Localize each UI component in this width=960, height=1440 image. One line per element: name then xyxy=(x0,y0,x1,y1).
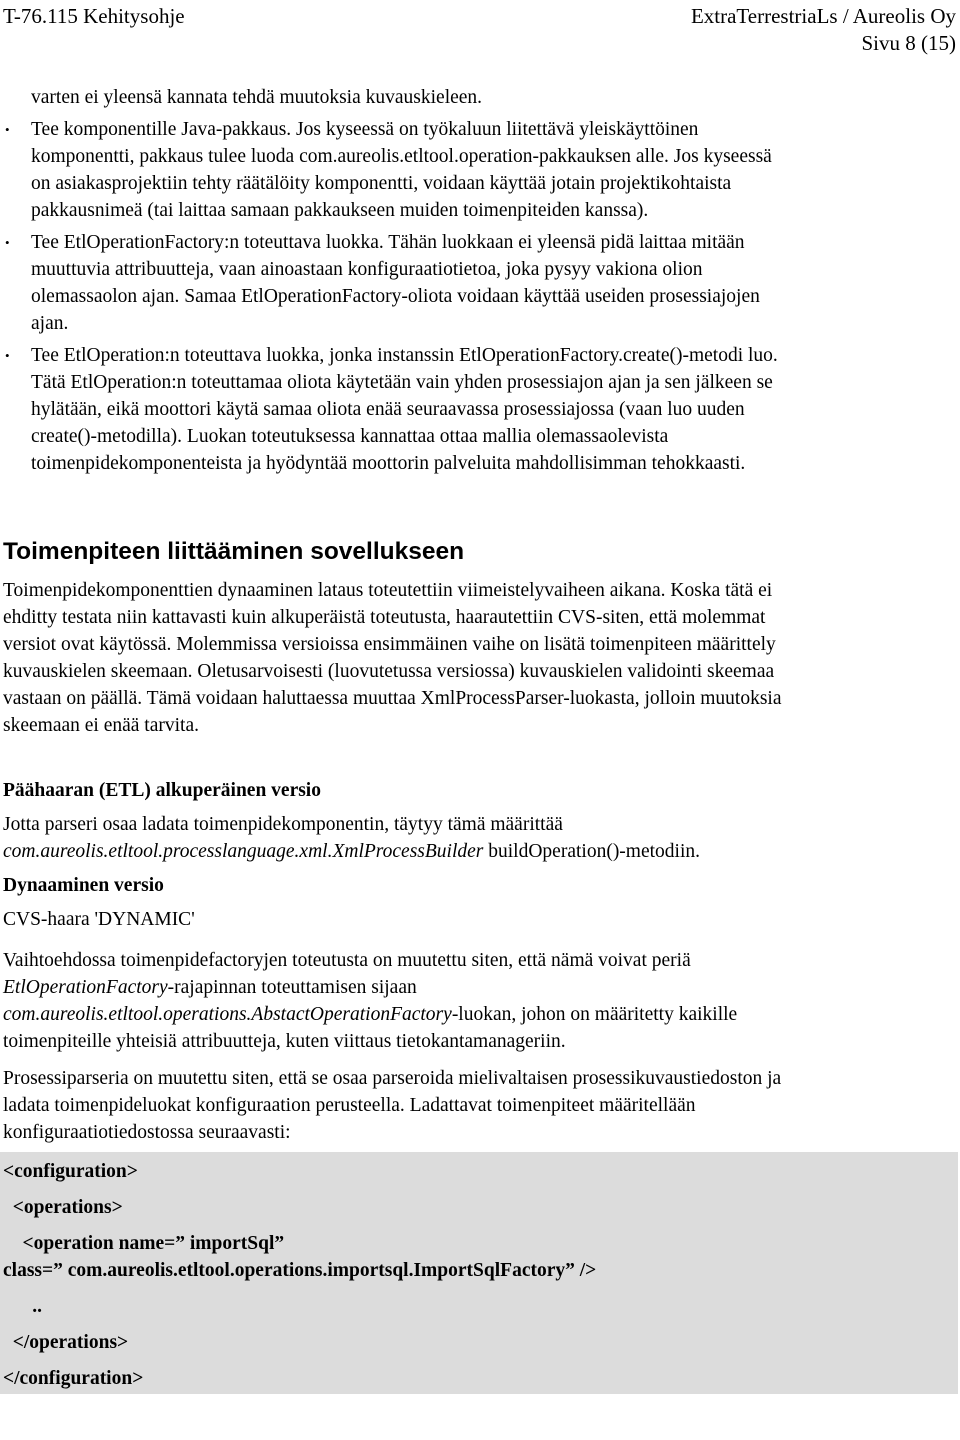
list-item-line: on asiakasprojektiin tehty räätälöity komponentti, voidaan käyttää jotain projektikohtaista xyxy=(31,173,732,194)
paragraph-line: EtlOperationFactory-rajapinnan toteuttamisen sijaan xyxy=(3,977,417,998)
bullet-marker: • xyxy=(5,122,10,137)
paragraph-line: ehditty testata niin kattavasti kuin alkuperäistä toteutusta, haarautettiin CVS-siten, että molemmat xyxy=(3,607,766,628)
list-item-line: komponentti, pakkaus tulee luoda com.aureolis.etltool.operation-pakkauksen alle. Jos kyseessä xyxy=(31,146,772,167)
list-item-line: create()-metodilla). Luokan toteutuksessa kannattaa ottaa mallia olemassaolevista xyxy=(31,426,669,447)
subheading-dynamic-version: Dynaaminen versio xyxy=(3,875,164,896)
course-title: T-76.115 Kehitysohje xyxy=(3,4,185,28)
code-line: </configuration> xyxy=(3,1368,144,1389)
list-item-line: Tee EtlOperation:n toteuttava luokka, jonka instanssin EtlOperationFactory.create()-metodi luo. xyxy=(31,345,778,366)
list-item-line: Tee komponentille Java-pakkaus. Jos kyseessä on työkaluun liitettävä yleiskäyttöinen xyxy=(31,119,699,140)
cvs-branch: CVS-haara 'DYNAMIC' xyxy=(3,909,195,930)
paragraph-line: Vaihtoehdossa toimenpidefactoryjen toteutusta on muutettu siten, että nämä voivat periä xyxy=(3,950,691,971)
paragraph-line: versiot ovat käytössä. Molemmissa versioissa ensimmäinen vaihe on lisätä toimenpiteen määrittely xyxy=(3,634,776,655)
paragraph-line: skeemaan ei enää tarvita. xyxy=(3,715,199,736)
subheading-original-version: Päähaaran (ETL) alkuperäinen versio xyxy=(3,780,321,801)
paragraph-line: kuvauskielen skeemaan. Oletusarvoisesti (luovutetussa versiossa) kuvauskielen validointi skeemaa xyxy=(3,661,775,682)
dynamic-paragraph-1 xyxy=(0,947,960,1055)
bullet-marker: • xyxy=(5,348,10,363)
list-item-line: hylätään, eikä moottori käytä samaa oliota enää seuraavassa prosessiajossa (vaan luo uuden xyxy=(31,399,745,420)
list-item-line: ajan. xyxy=(31,313,69,334)
code-line: <configuration> xyxy=(3,1161,138,1182)
paragraph-line: com.aureolis.etltool.operations.AbstactOperationFactory-luokan, johon on määritetty kaikille xyxy=(3,1004,738,1025)
code-line: .. xyxy=(3,1296,42,1317)
document-body xyxy=(0,84,960,1394)
paragraph-line: Prosessiparseria on muutettu siten, että se osaa parseroida mielivaltaisen prosessikuvaustiedoston ja xyxy=(3,1068,782,1089)
original-version-paragraph xyxy=(0,811,960,865)
list-item-factory xyxy=(0,229,960,337)
list-item-line: toimenpidekomponenteista ja hyödyntää moottorin palveluita mahdollisimman tehokkaasti. xyxy=(31,453,746,474)
paragraph-line: com.aureolis.etltool.processlanguage.xml.XmlProcessBuilder buildOperation()-metodiin. xyxy=(3,841,701,862)
code-line: </operations> xyxy=(3,1332,129,1353)
list-item-line: muuttuvia attribuutteja, vaan ainoastaan konfiguraatiotietoa, joka pysyy vakiona olion xyxy=(31,259,703,280)
code-line: <operations> xyxy=(3,1197,123,1218)
page-header xyxy=(0,0,960,60)
bullet-marker: • xyxy=(5,235,10,250)
paragraph-line: toimenpiteille yhteisiä attribuutteja, kuten viittaus tietokantamanageriin. xyxy=(3,1031,566,1052)
list-item-line: olemassaolon ajan. Samaa EtlOperationFactory-oliota voidaan käyttää useiden prosessiajojen xyxy=(31,286,760,307)
class-path: com.aureolis.etltool.operations.AbstactOperationFactory xyxy=(3,1004,452,1025)
list-item-line: pakkausnimeä (tai laittaa samaan pakkaukseen muiden toimenpiteiden kanssa). xyxy=(31,200,649,221)
code-line: class=” com.aureolis.etltool.operations.importsql.ImportSqlFactory” /> xyxy=(3,1260,597,1281)
paragraph-line: ladata toimenpideluokat konfiguraation perusteella. Ladattavat toimenpiteet määritellään xyxy=(3,1095,696,1116)
page-number: Sivu 8 (15) xyxy=(861,31,956,55)
class-path: com.aureolis.etltool.processlanguage.xml.XmlProcessBuilder xyxy=(3,841,484,862)
list-item-operation xyxy=(0,342,960,477)
intro-line: varten ei yleensä kannata tehdä muutoksia kuvauskieleen. xyxy=(31,87,483,108)
config-code-block xyxy=(0,1152,958,1394)
interface-name: EtlOperationFactory xyxy=(3,977,168,998)
section-paragraph xyxy=(0,577,960,739)
section-heading: Toimenpiteen liittääminen sovellukseen xyxy=(3,538,465,565)
paragraph-line: vastaan on päällä. Tämä voidaan haluttaessa muuttaa XmlProcessParser-luokasta, jolloin muutoksia xyxy=(3,688,782,709)
dynamic-paragraph-2 xyxy=(0,1065,960,1146)
list-item-package xyxy=(0,116,960,224)
header-right xyxy=(691,3,956,57)
list-item-line: Tee EtlOperationFactory:n toteuttava luokka. Tähän luokkaan ei yleensä pidä laittaa mitään xyxy=(31,232,745,253)
paragraph-line: Jotta parseri osaa ladata toimenpidekomponentin, täytyy tämä määrittää xyxy=(3,814,563,835)
paragraph-line: konfiguraatiotiedostossa seuraavasti: xyxy=(3,1122,291,1143)
code-line: <operation name=” importSql” xyxy=(3,1233,285,1254)
paragraph-line: Toimenpidekomponenttien dynaaminen lataus toteutettiin viimeistelyvaiheen aikana. Koska tätä ei xyxy=(3,580,773,601)
list-item-line: Tätä EtlOperation:n toteuttamaa oliota käytetään vain yhden prosessiajon ajan ja sen jälkeen se xyxy=(31,372,773,393)
company-name: ExtraTerrestriaLs / Aureolis Oy xyxy=(690,4,956,28)
